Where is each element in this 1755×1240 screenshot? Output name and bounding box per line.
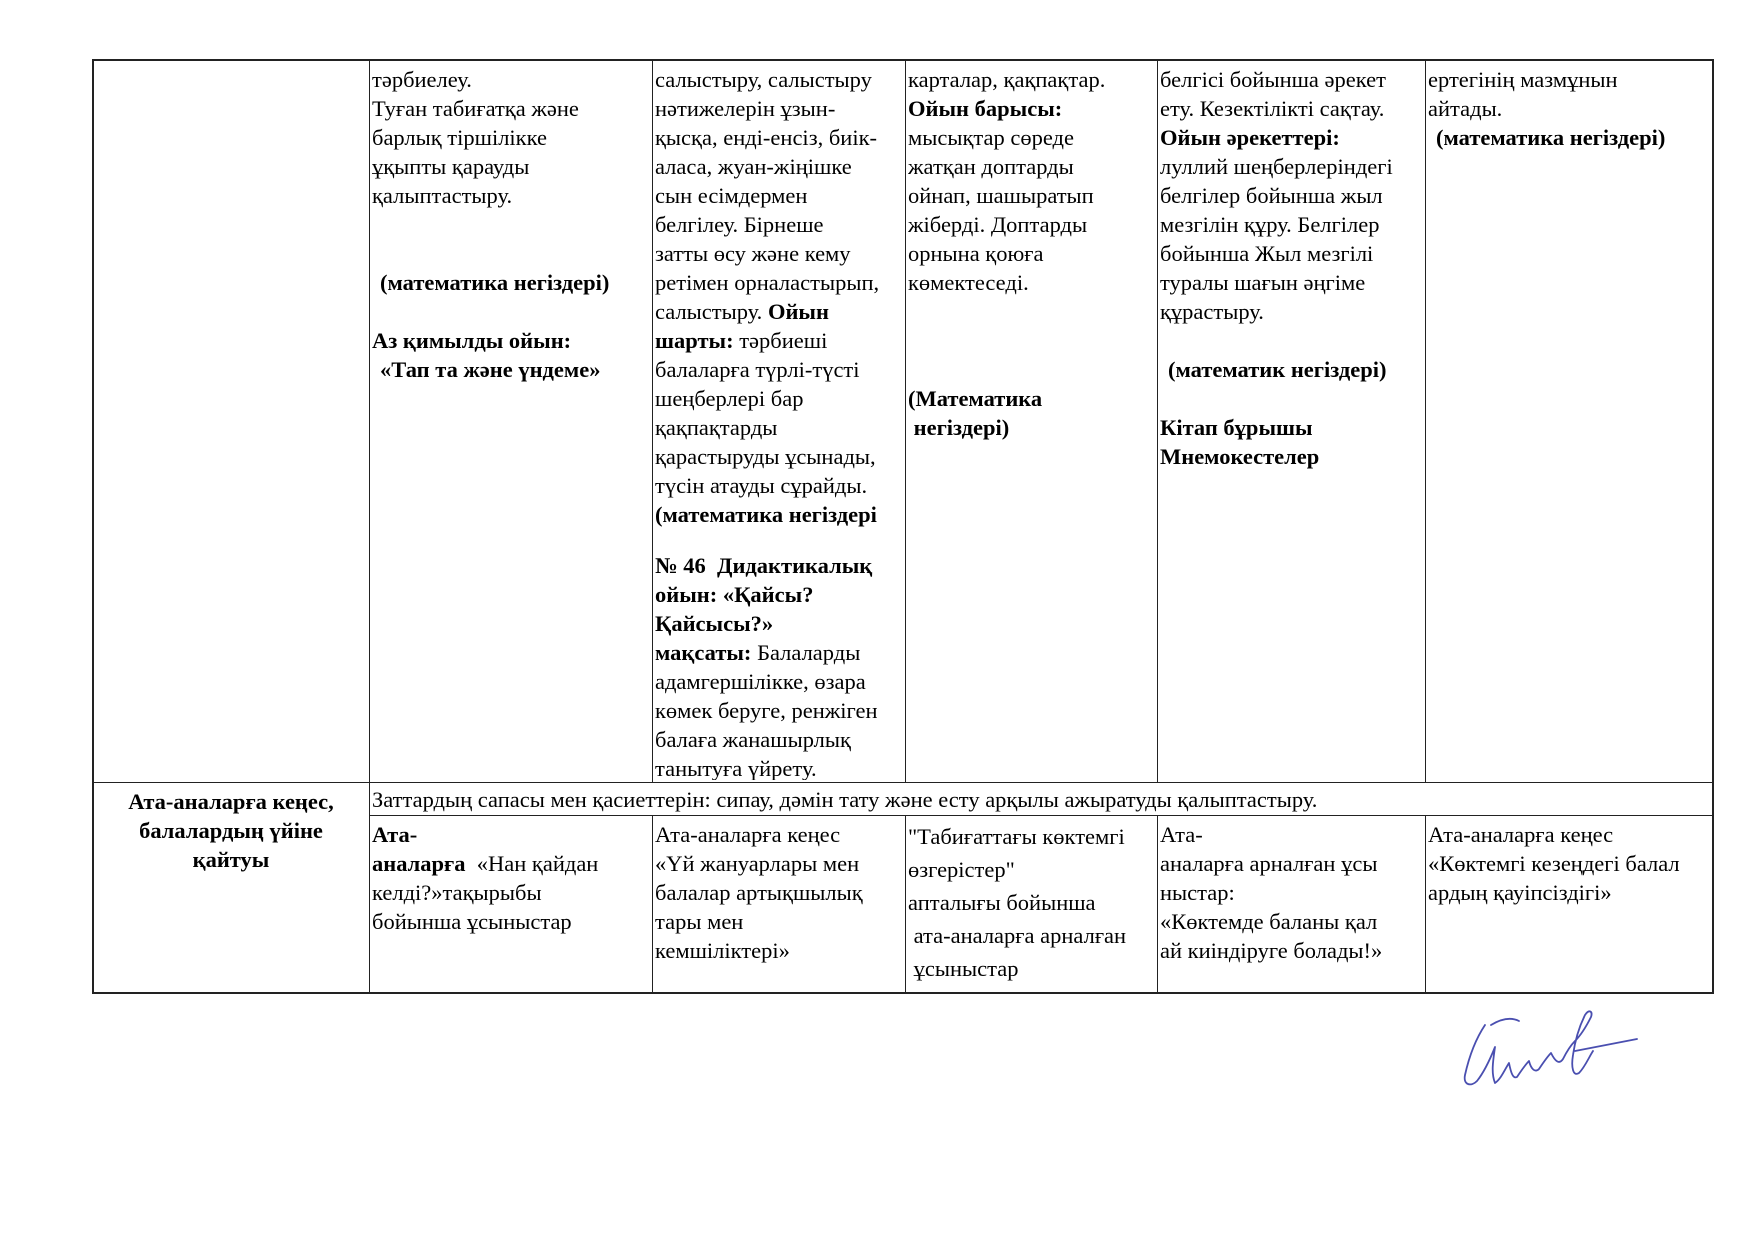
col-divider: [652, 59, 653, 255]
text-line: шарты: тәрбиеші: [655, 328, 828, 353]
subject-tag: (Математика: [908, 386, 1043, 411]
didactic-title: ойын: «Қайсы?: [655, 582, 814, 607]
text-line: түсін атауды сұрайды.: [655, 473, 868, 498]
text-line: ойнап, шашыратып: [908, 183, 1094, 208]
text-line: сын есімдермен: [655, 183, 808, 208]
text-line: бойынша Жыл мезгілі: [1160, 241, 1374, 266]
row3-col6: [1428, 820, 1708, 990]
text-line: келді?»тақырыбы: [372, 880, 542, 905]
text-line: қысқа, енді-енсіз, биік-: [655, 125, 877, 150]
text-line: карталар, қақпақтар.: [908, 67, 1106, 92]
text-line: тәрбиелеу.: [372, 67, 472, 92]
col-divider: [1157, 59, 1158, 782]
col-divider: [652, 255, 653, 782]
col-divider: [1157, 815, 1158, 992]
game-actions-heading: Ойын әрекеттері:: [1160, 125, 1340, 150]
merged-goal-text: Заттардың сапасы мен қасиеттерін: сипау, дәмін тату және есту арқылы ажыратуды қалыптастыру.: [372, 787, 1318, 812]
text-line: мезгілін құру. Белгілер: [1160, 212, 1380, 237]
text-line: туралы шағын әңгіме: [1160, 270, 1366, 295]
col-divider: [1425, 815, 1426, 992]
game-title: Аз қимылды ойын:: [372, 328, 572, 353]
row-label-line: қайтуы: [192, 847, 270, 872]
row-divider: [92, 782, 1712, 783]
text-line: «Үй жануарлары мен: [655, 851, 860, 876]
merged-goal-cell: [372, 785, 1707, 815]
col-divider: [905, 59, 906, 782]
row1-col2: [372, 65, 648, 780]
text-line: Туған табиғатқа және: [372, 96, 579, 121]
text-line: «Көктемде баланы қал: [1160, 909, 1378, 934]
text-line: ертегінің мазмұнын: [1428, 67, 1618, 92]
text-line: балаға жанашырлық: [655, 727, 851, 752]
text-line: қарастыруды ұсынады,: [655, 444, 876, 469]
game-title: «Тап та және үндеме»: [380, 357, 601, 382]
col-divider: [1425, 59, 1426, 782]
text-line: "Табиғаттағы көктемгі: [908, 824, 1125, 849]
text-line: Ата-: [372, 822, 418, 847]
text-line: Ата-аналарға кеңес: [1428, 822, 1614, 847]
text-line: луллий шеңберлеріндегі: [1160, 154, 1393, 179]
text-line: мысықтар сөреде: [908, 125, 1074, 150]
subject-tag: негіздері): [908, 415, 1010, 440]
text-line: Ата-: [1160, 822, 1203, 847]
subject-tag: (математика негіздері): [1436, 125, 1666, 150]
text-line: аласа, жуан-жіңішке: [655, 154, 852, 179]
col-divider: [369, 59, 370, 992]
text-line: ретімен орналастырып,: [655, 270, 880, 295]
text-line: адамгершілікке, өзара: [655, 669, 866, 694]
subject-tag: (математика негіздері: [655, 502, 877, 527]
text-line: барлық тіршілікке: [372, 125, 547, 150]
text-line: аналарға «Нан қайдан: [372, 851, 599, 876]
text-line: қалыптастыру.: [372, 183, 513, 208]
game-progress-heading: Ойын барысы:: [908, 96, 1063, 121]
text-line: көмектеседі.: [908, 270, 1029, 295]
row1-col6: [1428, 65, 1708, 780]
text-line: қақпақтарды: [655, 415, 778, 440]
text-line: ұқыпты қарауды: [372, 154, 530, 179]
text-line: ету. Кезектілікті сақтау.: [1160, 96, 1385, 121]
row-divider: [369, 815, 1712, 816]
text-line: белгілер бойынша жыл: [1160, 183, 1383, 208]
text-line: нәтижелерін ұзын-: [655, 96, 836, 121]
col-divider: [652, 815, 653, 992]
text-line: Ата-аналарға кеңес: [655, 822, 841, 847]
text-line: мақсаты: Балаларды: [655, 640, 861, 665]
row3-col4: [908, 820, 1155, 990]
row-label-line: Ата-аналарға кеңес,: [128, 789, 334, 814]
text-line: шеңберлері бар: [655, 386, 804, 411]
text-line: ата-аналарға арналған: [908, 923, 1127, 948]
text-line: балаларға түрлі-түсті: [655, 357, 860, 382]
book-corner: Мнемокестелер: [1160, 444, 1320, 469]
text-line: салыстыру, салыстыру: [655, 67, 872, 92]
didactic-title: Қайсысы?»: [655, 611, 774, 636]
signature-icon: [1455, 995, 1645, 1105]
text-line: «Көктемгі кезеңдегі балал: [1428, 851, 1680, 876]
text-line: салыстыру. Ойын: [655, 299, 829, 324]
text-line: құрастыру.: [1160, 299, 1264, 324]
text-line: танытуға үйрету.: [655, 756, 817, 780]
text-line: балалар артықшылық: [655, 880, 863, 905]
book-corner: Кітап бұрышы: [1160, 415, 1313, 440]
row3-col3: [655, 820, 905, 990]
row3-col5: [1160, 820, 1424, 990]
text-line: кемшіліктері»: [655, 938, 790, 963]
text-line: затты өсу және кему: [655, 241, 851, 266]
text-line: көмек беруге, ренжіген: [655, 698, 878, 723]
text-line: ай киіндіруге болады!»: [1160, 938, 1383, 963]
didactic-title: № 46 Дидактикалық: [655, 553, 873, 578]
text-line: жіберді. Доптарды: [908, 212, 1088, 237]
subject-tag: (математик негіздері): [1168, 357, 1387, 382]
text-line: бойынша ұсыныстар: [372, 909, 572, 934]
subject-tag: (математика негіздері): [380, 270, 610, 295]
text-line: жатқан доптарды: [908, 154, 1074, 179]
text-line: белгісі бойынша әрекет: [1160, 67, 1386, 92]
text-line: ұсыныстар: [908, 956, 1019, 981]
row1-col4: [908, 65, 1155, 780]
text-line: ардың қауіпсіздігі»: [1428, 880, 1612, 905]
text-line: өзгерістер": [908, 857, 1015, 882]
text-line: айтады.: [1428, 96, 1503, 121]
row1-col3: [655, 65, 905, 780]
text-line: тары мен: [655, 909, 744, 934]
col-divider: [905, 815, 906, 992]
text-line: апталығы бойынша: [908, 890, 1096, 915]
row-label-line: балалардың үйіне: [139, 818, 323, 843]
row1-col5: [1160, 65, 1424, 780]
text-line: орнына қоюға: [908, 241, 1044, 266]
text-line: белгілеу. Бірнеше: [655, 212, 824, 237]
row-label: [96, 787, 366, 987]
row3-col2: [372, 820, 648, 990]
text-line: ныстар:: [1160, 880, 1235, 905]
text-line: аналарға арналған ұсы: [1160, 851, 1378, 876]
